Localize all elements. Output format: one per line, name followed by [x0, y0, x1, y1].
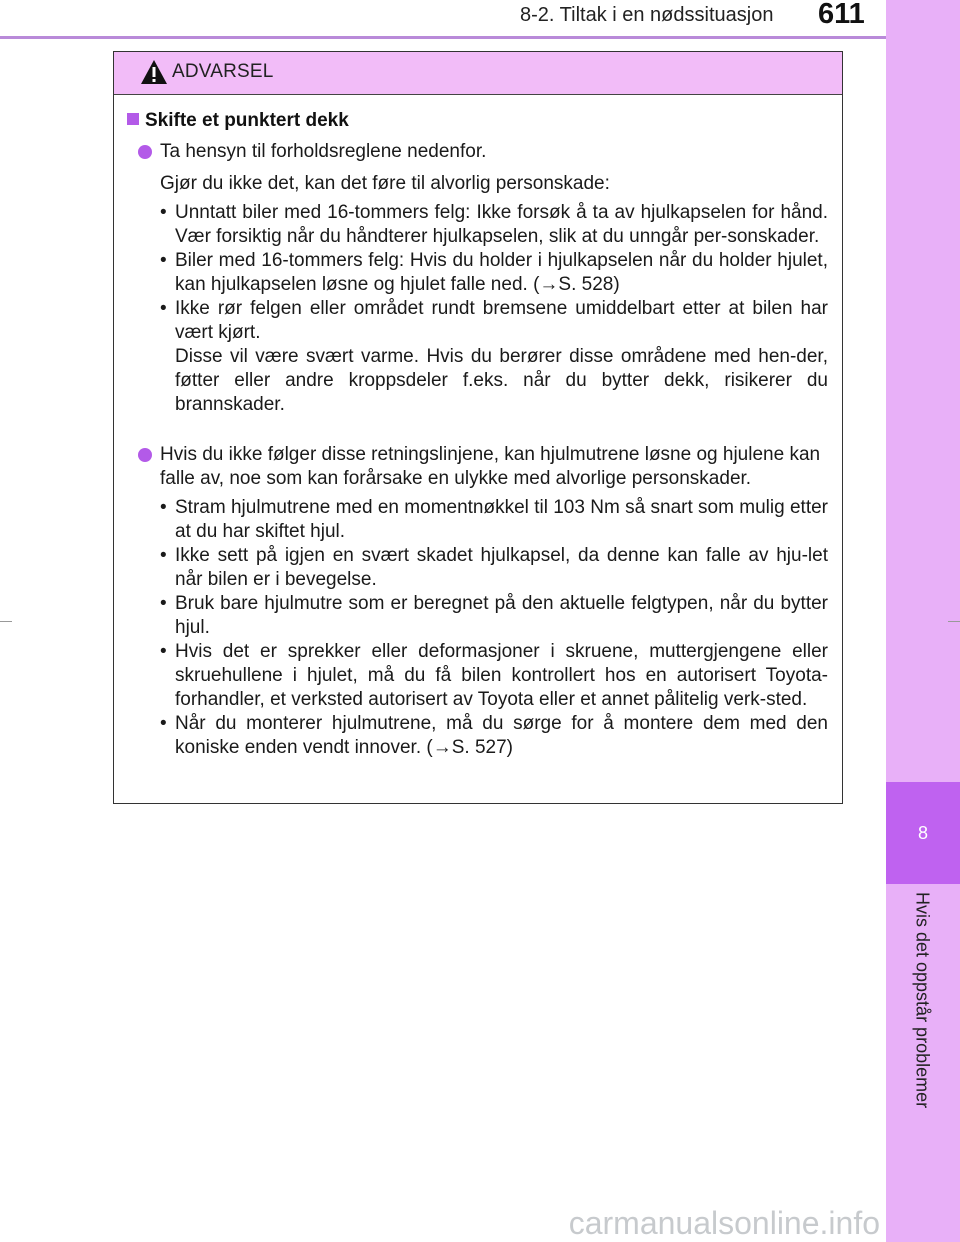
header-section-title: 8-2. Tiltak i en nødssituasjon: [520, 4, 774, 26]
list-item: • Hvis det er sprekker eller deformasjoner i skruene, muttergjengene eller skruehullene i hjulet, må du få bilen kontrollert hos en autorisert Toyota-forhandler, et verksted autorisert av Toyota eller et annet pålitelig verk-sted.: [160, 640, 828, 712]
point-1: [138, 140, 830, 164]
list-item: • Bruk bare hjulmutre som er beregnet på den aktuelle felgtypen, når du bytter hjul.: [160, 592, 828, 640]
warning-title: ADVARSEL: [172, 61, 274, 82]
list-item: • Ikke rør felgen eller området rundt bremsene umiddelbart etter at bilen har vært kjørt. Disse vil være svært varme. Hvis du berører disse områdene med hen-der, føtter eller andre kroppsdeler f.eks. når du bytter dekk, risikerer du brannskader.: [160, 297, 828, 417]
list-item: • Unntatt biler med 16-tommers felg: Ikke forsøk å ta av hjulkapselen for hånd. Vær forsiktig når du håndterer hjulkapselen, slik at du unngår per-sonskader.: [160, 201, 828, 249]
point-1-note: Gjør du ikke det, kan det føre til alvorlig personskade:: [160, 173, 610, 194]
point-2: [138, 443, 830, 491]
list-item: • Når du monterer hjulmutrene, må du sørge for å montere dem med den koniske enden vendt innover. (→S. 527): [160, 712, 828, 760]
circle-bullet-icon: [138, 145, 152, 159]
circle-bullet-icon: [138, 448, 152, 462]
list-item: • Stram hjulmutrene med en momentnøkkel til 103 Nm så snart som mulig etter at du har skiftet hjul.: [160, 496, 828, 544]
point-1-text: Ta hensyn til forholdsreglene nedenfor.: [160, 141, 487, 162]
list-item: • Ikke sett på igjen en svært skadet hjulkapsel, da denne kan falle av hju-let når bilen er i bevegelse.: [160, 544, 828, 592]
crop-mark-left: [0, 621, 12, 622]
warning-triangle-icon: [140, 59, 168, 85]
section-heading: [127, 110, 349, 132]
header-rule: [0, 36, 886, 39]
warning-box: [113, 51, 843, 804]
crop-mark-right: [948, 621, 960, 622]
point-2-text: Hvis du ikke følger disse retningslinjene, kan hjulmutrene løsne og hjulene kan falle av, noe som kan forårsake en ulykke med alvorlige personskader.: [160, 444, 821, 489]
chapter-label: [906, 892, 938, 1142]
section-heading-text: Skifte et punktert dekk: [145, 110, 349, 131]
point-2-bullets: [160, 496, 828, 760]
square-bullet-icon: [127, 113, 139, 125]
list-item: • Biler med 16-tommers felg: Hvis du holder i hjulkapselen når du holder hjulet, kan hjulkapselen løsne og hjulet falle ned. (→S. 528): [160, 249, 828, 297]
warning-header: [114, 52, 842, 95]
chapter-label-text: Hvis det oppstår problemer: [912, 892, 933, 1109]
point-1-bullets: [160, 201, 828, 417]
chapter-number: 8: [886, 782, 960, 884]
page-number: 611: [818, 0, 865, 30]
watermark: carmanualsonline.info: [568, 1205, 880, 1241]
